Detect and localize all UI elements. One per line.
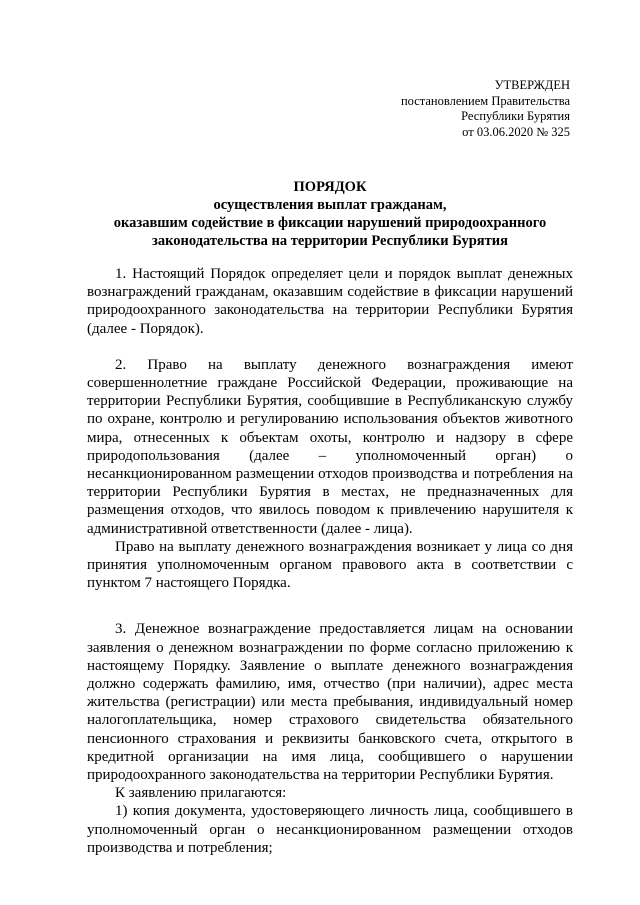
attachment-item-1: 1) копия документа, удостоверяющего личность лица, сообщившего в уполномоченный орган о несанкционированном размещении отходов производства и потребления;	[87, 803, 573, 856]
paragraph-2: 2. Право на выплату денежного вознаграждения имеют совершеннолетние граждане Российской Федерации, проживающие на территории Республики Бурятия, сообщившие в Республиканскую службу по охране, контролю и регулированию использования объектов животного мира, отнесенных к объектам охоты, контролю и надзору в сфере природопользования (далее – уполномоченный орган) о несанкционированном размещении отходов производства и потребления на территории Республики Бурятия в местах, не предназначенных для размещения отходов, что явилось поводом к привлечению нарушителя к административной ответственности (далее - лица).	[87, 356, 573, 537]
attachments-intro: К заявлению прилагаются:	[115, 785, 287, 802]
approval-issuer-line: постановлением Правительства	[400, 93, 570, 108]
title-subheading-1: осуществления выплат гражданам,	[213, 197, 447, 213]
approval-date-number: от 03.06.2020 № 325	[462, 124, 570, 139]
title-subheading-2: оказавшим содействие в фиксации нарушений природоохранного	[113, 215, 547, 231]
document-body	[87, 265, 573, 857]
approval-issuer-region: Республики Бурятия	[461, 109, 570, 123]
title-subheading-3: законодательства на территории Республики Бурятия	[152, 233, 508, 249]
paragraph-1: 1. Настоящий Порядок определяет цели и порядок выплат денежных вознаграждений гражданам, оказавшим содействие в фиксации нарушений природоохранного законодательства на территории Республики Бурятия (далее - Порядок).	[87, 266, 573, 337]
paragraph-2-continued: Право на выплату денежного вознаграждения возникает у лица со дня принятия уполномоченным органом правового акта в соответствии с пунктом 7 настоящего Порядка.	[87, 538, 573, 592]
title-heading: ПОРЯДОК	[293, 179, 367, 195]
document-title	[80, 178, 580, 250]
approval-stamp	[401, 78, 570, 140]
approval-status: УТВЕРЖДЕН	[494, 78, 570, 92]
paragraph-3: 3. Денежное вознаграждение предоставляется лицам на основании заявления о денежном вознаграждении по форме согласно приложению к настоящему Порядку. Заявление о выплате денежного вознаграждения должно содержать фамилию, имя, отчество (при наличии), адрес места жительства (регистрации) или места пребывания, индивидуальный номер налогоплательщика, номер страхового свидетельства обязательного пенсионного страхования и реквизиты банковского счета, открытого в кредитной организации на имя лица, сообщившего о нарушении природоохранного законодательства на территории Республики Бурятия.	[87, 621, 573, 784]
